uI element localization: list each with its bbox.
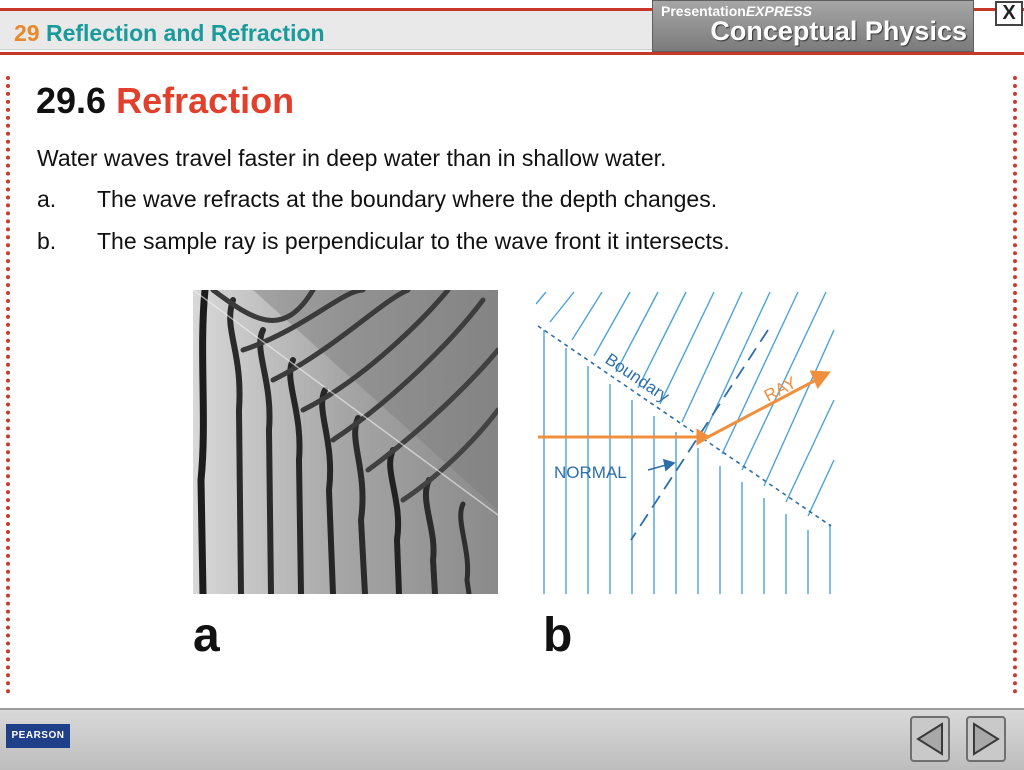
list-text: The sample ray is perpendicular to the wave front it intersects. bbox=[97, 228, 730, 254]
normal-label: NORMAL bbox=[554, 463, 627, 482]
slide-heading bbox=[36, 80, 294, 122]
figure-label-a: a bbox=[193, 609, 220, 662]
header-red-line bbox=[0, 52, 1024, 55]
close-button[interactable]: X bbox=[995, 1, 1023, 26]
next-slide-button[interactable] bbox=[966, 716, 1006, 762]
bottom-bar bbox=[0, 708, 1024, 770]
left-dotted-border bbox=[6, 76, 10, 694]
boundary-label: Boundary bbox=[601, 349, 673, 407]
right-dotted-border bbox=[1013, 76, 1017, 694]
wave-front-lines bbox=[536, 292, 834, 594]
ray-label: RAY bbox=[760, 372, 800, 406]
boundary-line bbox=[538, 326, 831, 526]
brand-express: EXPRESS bbox=[745, 3, 812, 19]
list-marker: a. bbox=[37, 186, 57, 212]
brand-conceptual-physics: Conceptual Physics bbox=[710, 16, 967, 46]
list-marker: b. bbox=[37, 228, 57, 254]
brand-prefix: Presentation bbox=[661, 3, 746, 19]
list-text: The wave refracts at the boundary where the depth changes. bbox=[97, 186, 718, 212]
section-number: 29.6 bbox=[36, 80, 107, 121]
top-bar bbox=[0, 0, 1024, 62]
section-title: Refraction bbox=[116, 80, 295, 121]
chapter-number: 29 bbox=[14, 20, 40, 46]
pearson-logo: PEARSON bbox=[6, 724, 70, 748]
figure-label-b: b bbox=[543, 609, 573, 662]
refraction-diagram bbox=[536, 290, 836, 594]
chapter-title bbox=[14, 20, 325, 47]
previous-slide-button[interactable] bbox=[910, 716, 950, 762]
intro-text: Water waves travel faster in deep water than in shallow water. bbox=[37, 145, 667, 171]
chapter-name: Reflection and Refraction bbox=[45, 20, 325, 46]
wave-tank-photo bbox=[193, 290, 498, 594]
brand-logo bbox=[652, 0, 974, 52]
normal-pointer-arrow bbox=[648, 460, 674, 470]
